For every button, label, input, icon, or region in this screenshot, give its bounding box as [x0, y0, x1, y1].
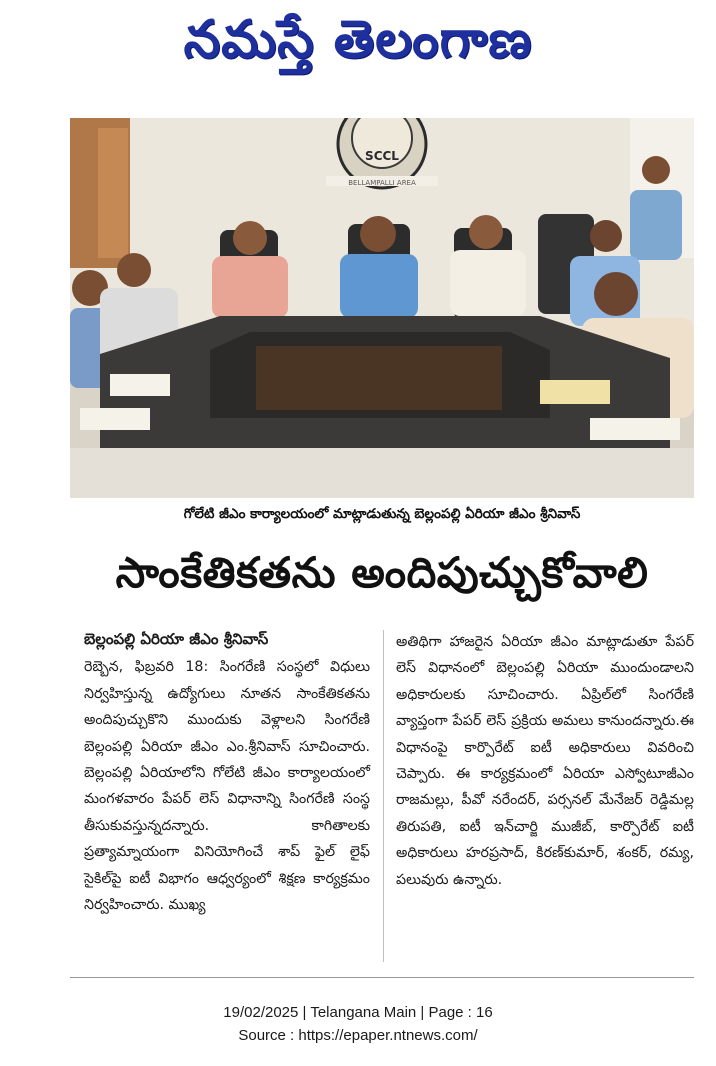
- nameplate-text: BELLAMPALLI AREA: [348, 179, 416, 187]
- footer-source-link[interactable]: Source : https://epaper.ntnews.com/: [238, 1027, 478, 1044]
- meeting-photo-illustration: [70, 118, 694, 498]
- article-left-column: [84, 626, 370, 918]
- footer-edition-info: 19/02/2025 | Telangana Main | Page : 16: [223, 1004, 493, 1021]
- byline: బెల్లంపల్లి ఏరియా జీఎం శ్రీనివాస్: [84, 630, 269, 648]
- headline: సాంకేతికతను అందిపుచ్చుకోవాలి: [115, 548, 649, 597]
- article-right-text: అతిథిగా హాజరైన ఏరియా జీఎం మాట్లాడుతూ పేపర్ లెస్ విధానంలో బెల్లంపల్లి ఏరియా ముందుండాలని అధికారులకు సూచించారు. ఏప్రిల్‌లో సింగరేణి వ్యాప్తంగా పేపర్ లెస్ ప్రక్రియ అమలు కానుందన్నారు.ఈ విధానంపై కార్పొరేట్ ఐటీ అధికారులు వివరించి చెప్పారు. ఈ కార్యక్రమంలో ఏరియా ఎస్వోటూజీఎం రాజమల్లు, పీవో నరేందర్, పర్సనల్ మేనేజర్ రెడ్డిమల్ల తిరుపతి, ఐటీ ఇన్‌చార్జి ముజీబ్, కార్పొరేట్ ఐటీ అధికారులు హరప్రసాద్, కిరణ్‌కుమార్, శంకర్, రమ్య, పలువురు ఉన్నారు.: [396, 634, 694, 888]
- article-right-column: [396, 629, 694, 893]
- masthead: [0, 6, 716, 86]
- masthead-title: నమస్తే తెలంగాణ: [183, 9, 533, 70]
- footer-divider: [70, 977, 694, 978]
- article-left-text: రెబ్బెన, ఫిబ్రవరి 18: సింగరేణి సంస్థలో విధులు నిర్వహిస్తున్న ఉద్యోగులు నూతన సాంకేతికతను అందిపుచ్చుకొని ముందుకు వెళ్లాలని సింగరేణి బెల్లంపల్లి ఏరియా జీఎం ఎం.శ్రీనివాస్ సూచించారు. బెల్లంపల్లి ఏరియాలోని గోలేటి జీఎం కార్యాలయంలో మంగళవారం పేపర్ లెస్ విధానాన్ని సింగరేణి సంస్థ తీసుకువస్తున్నదన్నారు. కాగితాలకు ప్రత్యామ్నాయంగా వినియోగించే శాప్ ఫైల్ లైఫ్ సైకిల్‌పై ఐటీ విభాగం ఆధ్వర్యంలో శిక్షణ కార్యక్రమం నిర్వహించారు. ముఖ్య: [84, 659, 370, 914]
- news-photo: [70, 118, 694, 498]
- column-divider: [383, 630, 384, 962]
- logo-text: SCCL: [365, 149, 399, 163]
- photo-caption: గోలేటి జీఎం కార్యాలయంలో మాట్లాడుతున్న బెల్లంపల్లి ఏరియా జీఎం శ్రీనివాస్: [183, 506, 581, 522]
